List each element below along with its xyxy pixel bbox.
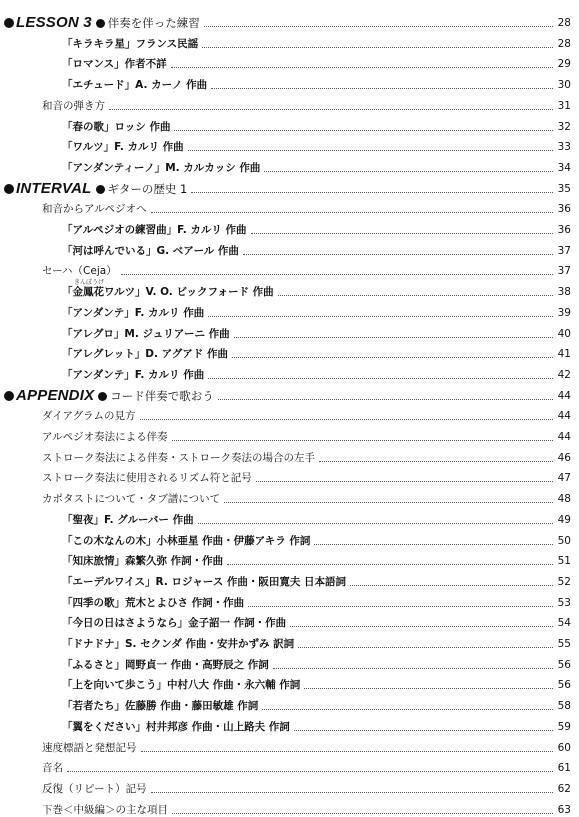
section-label: APPENDIX [16,386,95,404]
toc-entry-title: 「若者たち」佐藤勝 作曲・藤田敏雄 作詞 [62,700,259,713]
section-bullet-icon [96,185,105,194]
dot-leader [202,47,553,48]
toc-page-number: 63 [557,803,571,816]
section-bullet-icon [4,18,14,28]
dot-leader [208,378,553,379]
toc-piece-entry [62,70,571,92]
toc-piece-entry [62,670,571,692]
toc-piece-entry [62,112,571,134]
toc-entry-title: 「聖夜」F. グルーバー 作曲 [62,513,194,526]
toc-entry-title: 「四季の歌」荒木とよひさ 作詞・作曲 [62,596,245,609]
toc-topic-entry [42,484,571,506]
section-label: LESSON 3 [16,14,92,31]
dot-leader [174,130,553,131]
toc-piece-entry [62,339,571,361]
toc-piece-entry [62,608,571,630]
section-bullet-icon [4,184,14,194]
toc-entry-title: 速度標語と発想記号 [42,741,137,754]
toc-topic-entry [42,422,571,444]
toc-topic-entry [42,733,571,755]
toc-page-number: 53 [557,596,571,609]
toc-page-number: 56 [557,658,571,671]
dot-leader [208,316,553,317]
furigana-reading: きんぽうげ [74,279,105,287]
toc-entry-title: 「ふるさと」岡野貞一 作曲・高野辰之 作詞 [62,658,269,671]
dot-leader [298,647,553,648]
dot-leader [273,668,553,669]
toc-entry-title: 「エーデルワイス」R. ロジャース 作曲・阪田寛夫 日本語詞 [62,575,347,588]
dot-leader [191,192,553,193]
toc-page-number: 41 [557,348,571,361]
toc-piece-entry [62,236,571,258]
toc-page-number: 44 [557,431,571,443]
dot-leader [140,419,553,420]
toc-page-number: 37 [557,265,571,278]
toc-topic-entry [42,463,571,485]
toc-piece-entry [62,298,571,320]
dot-leader [243,254,553,255]
toc-piece-entry [62,567,571,589]
toc-piece-entry [62,629,571,651]
dot-leader [256,481,553,482]
toc-page-number: 33 [557,141,571,154]
toc-page-number: 39 [557,306,571,319]
toc-entry-title: 「アンダンテ」F. カルリ 作曲 [62,306,205,319]
toc-page-number: 36 [557,203,571,216]
toc-topic-entry [42,795,571,817]
section-bullet-icon [98,392,107,401]
toc-entry-title: ダイアグラムの見方 [42,410,136,423]
toc-page-number: 32 [557,120,571,133]
toc-piece-entry [62,153,571,175]
toc-topic-entry [42,256,571,278]
toc-piece-entry [62,215,571,237]
toc-page-number: 48 [557,493,571,506]
toc-entry-title: 「エチュード」A. カーノ 作曲 [62,79,208,92]
toc-piece-entry [62,505,571,527]
dot-leader [151,792,553,793]
toc-entry-title: 「上を向いて歩こう」中村八大 作曲・永六輔 作詞 [62,679,301,692]
dot-leader [232,357,553,358]
toc-topic-entry [42,753,571,775]
toc-page-number: 51 [557,555,571,568]
toc-page-number: 36 [557,224,571,236]
toc-piece-entry [62,588,571,610]
toc-page-number: 35 [557,182,571,195]
dot-leader [121,274,553,275]
toc-entry-title: 「アンダンテ」F. カルリ 作曲 [62,368,205,381]
dot-leader [294,730,553,731]
toc-topic-entry [42,774,571,796]
toc-page-number: 30 [557,79,571,92]
toc-entry-title: 「ロマンス」作者不詳 [62,58,167,71]
toc-entry-title: 「アルペジオの練習曲」F. カルリ 作曲 [62,224,247,236]
toc-entry-title: 「河は呼んでいる」G. ベアール 作曲 [62,244,239,257]
toc-entry-title: 「アレグロ」M. ジュリアーニ 作曲 [62,327,230,340]
dot-leader [172,440,553,441]
toc-topic-entry [42,401,571,423]
toc-entry-title: 「今日の日はさようなら」金子詔一 作詞・作曲 [62,617,287,630]
toc-page-number: 42 [557,368,571,381]
dot-leader [204,26,553,27]
toc-page-number: 55 [557,638,571,650]
dot-leader [278,295,553,296]
toc-entry-title: 「アレグレット」D. アグアド 作曲 [62,348,228,361]
dot-leader [109,109,553,110]
dot-leader [248,606,553,607]
dot-leader [319,461,553,462]
dot-leader [171,67,553,68]
toc-topic-entry [42,443,571,465]
dot-leader [67,771,553,772]
toc-entry-title: 「翼をください」村井邦彦 作曲・山上路夫 作詞 [62,720,290,733]
toc-piece-entry [62,319,571,341]
toc-page-number: 29 [557,58,571,71]
toc-piece-entry [62,546,571,568]
toc-section-heading [4,174,571,196]
dot-leader [151,212,553,213]
dot-leader [264,171,553,172]
dot-leader [251,233,553,234]
dot-leader [304,688,553,689]
section-label: INTERVAL [16,179,92,197]
section-bullet-icon [96,19,105,28]
toc-entry-title: 反復（リピート）記号 [42,782,147,795]
toc-page-number: 34 [557,161,571,174]
toc-piece-entry [62,49,571,71]
toc-entry-title: カポタストについて・タブ譜について [42,493,221,506]
toc-page-number: 61 [557,762,571,775]
toc-piece-entry [62,650,571,672]
toc-page-number: 50 [557,534,571,547]
toc-entry-title: 和音の弾き方 [42,99,105,112]
toc-entry-title: コード伴奏で歌おう [110,388,214,403]
toc-page-number: 40 [557,327,571,340]
dot-leader [198,523,553,524]
toc-entry-title: 「春の歌」ロッシ 作曲 [62,120,171,133]
dot-leader [172,813,553,814]
toc-entry-title: 「金鳳花ワルツ」V. O. ビックフォード 作曲 [62,286,274,299]
toc-entry-title: セーハ（Ceja） [42,265,117,278]
toc-topic-entry [42,91,571,113]
toc-page-number: 28 [557,17,571,29]
toc-page-number: 62 [557,782,571,795]
dot-leader [234,337,553,338]
toc-piece-entry [62,360,571,382]
toc-entry-title: 「ドナドナ」S. セクンダ 作曲・安井かずみ 訳詞 [62,638,295,650]
toc-piece-entry [62,29,571,51]
toc-page-number: 49 [557,513,571,526]
toc-entry-title: 下巻＜中級編＞の主な項目 [42,803,168,816]
toc-page-number: 44 [557,410,571,423]
toc-page-number: 37 [557,244,571,257]
toc-page-number: 60 [557,741,571,754]
dot-leader [188,150,553,151]
dot-leader [314,544,553,545]
toc-page-number: 54 [557,617,571,630]
dot-leader [141,751,554,752]
toc-page-number: 28 [557,37,571,50]
dot-leader [290,626,553,627]
toc-entry-title: 「アンダンティーノ」M. カルカッシ 作曲 [62,161,261,174]
toc-entry-title: ストローク奏法に使用されるリズム符と記号 [42,472,252,485]
dot-leader [224,502,553,503]
toc-page-number: 44 [557,389,571,402]
toc-piece-entry [62,132,571,154]
toc-piece-entry [62,277,571,299]
toc-page-number: 38 [557,286,571,299]
toc-page-number: 58 [557,700,571,713]
toc-entry-title: アルペジオ奏法による伴奏 [42,431,168,443]
toc-page-number: 46 [557,451,571,464]
toc-entry-title: 和音からアルペジオへ [42,203,147,216]
toc-entry-title: 「キラキラ星」フランス民謡 [62,37,199,50]
toc-topic-entry [42,194,571,216]
toc-entry-title: 「ワルツ」F. カルリ 作曲 [62,141,184,154]
toc-entry-title: ギターの歴史 1 [107,181,188,196]
toc-page-number: 59 [557,720,571,733]
toc-entry-title: 伴奏を伴った練習 [107,16,200,30]
toc-piece-entry [62,526,571,548]
toc-page-number: 56 [557,679,571,692]
toc-page-number: 31 [557,99,571,112]
toc-piece-entry [62,691,571,713]
toc-entry-title: 「知床旅情」森繁久弥 作詞・作曲 [62,555,224,568]
dot-leader [211,88,553,89]
section-bullet-icon [4,391,14,401]
toc-page-number: 52 [557,575,571,588]
toc-entry-title: 音名 [42,762,63,775]
toc-entry-title: 「この木なんの木」小林亜星 作曲・伊藤アキラ 作詞 [62,534,311,547]
toc-entry-title: ストローク奏法による伴奏・ストローク奏法の場合の左手 [42,451,315,464]
dot-leader [262,709,553,710]
toc-page-number: 47 [557,472,571,485]
toc-section-heading [4,8,571,30]
dot-leader [218,399,553,400]
toc-piece-entry [62,712,571,734]
toc-section-heading [4,381,571,403]
dot-leader [227,564,553,565]
dot-leader [350,585,553,586]
